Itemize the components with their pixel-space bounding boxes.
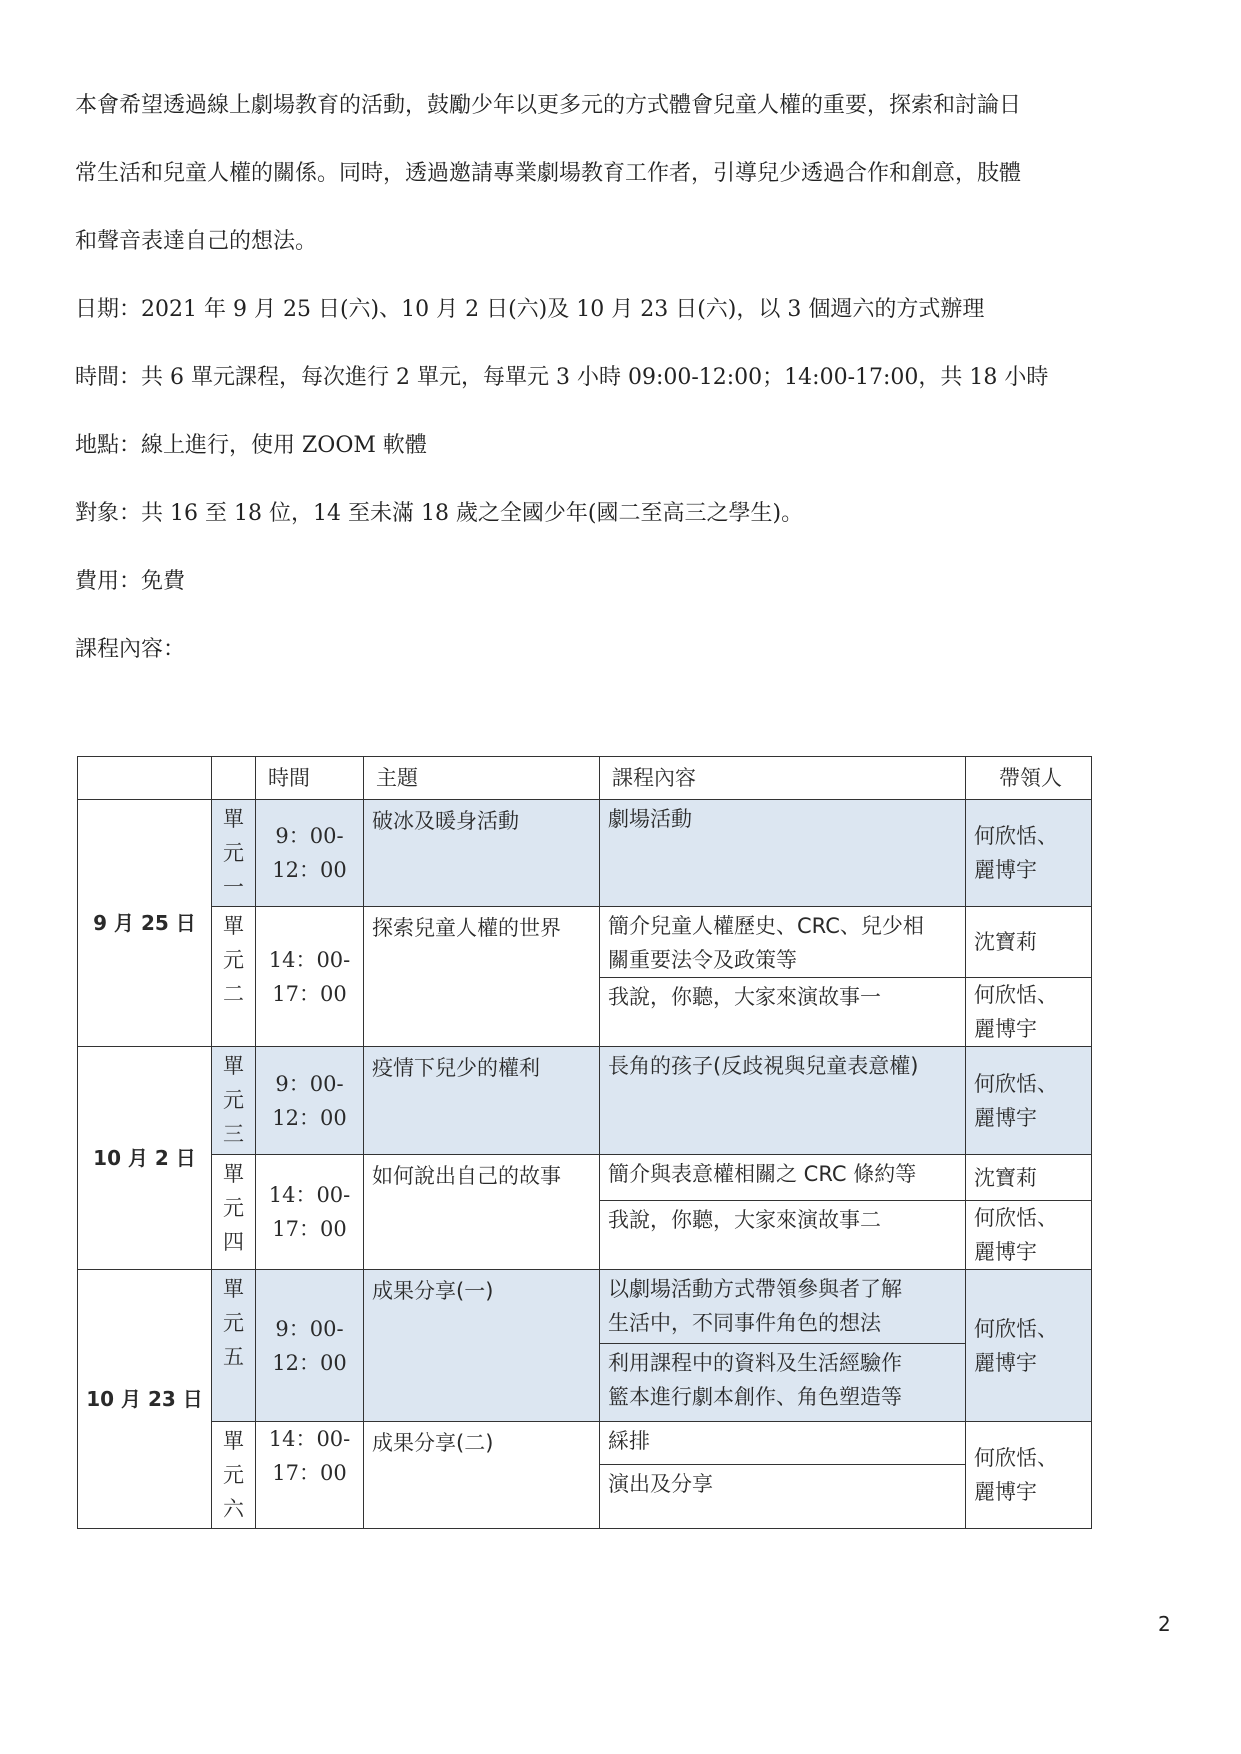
date-oct-2: 10 月 2 日 [78,1047,212,1270]
leader-unit-1 [966,800,1092,907]
content-unit-4b: 我說，你聽，大家來演故事二 [600,1201,966,1270]
time-start: 9：00- [275,1316,344,1341]
content-unit-5b [600,1344,966,1422]
content-line: 利用課程中的資料及生活經驗作 [608,1351,902,1375]
unit-char: 元 [223,1088,244,1112]
time-start: 14：00- [268,947,351,972]
topic-unit-4: 如何說出自己的故事 [364,1155,600,1270]
unit-char: 單 [223,1277,244,1301]
info-time: 時間：共 6 單元課程，每次進行 2 單元，每單元 3 小時 09:00-12:00；14:00-17:00，共 18 小時 [75,365,1049,390]
unit-char: 一 [223,875,244,899]
content-line: 以劇場活動方式帶領參與者了解 [608,1277,902,1301]
content-unit-6a: 綵排 [600,1422,966,1465]
unit-char: 四 [223,1230,244,1254]
leader-unit-2b [966,978,1092,1047]
content-unit-2b: 我說，你聽，大家來演故事一 [600,978,966,1047]
unit-6 [212,1422,256,1529]
time-start: 14：00- [268,1183,351,1207]
table-row [78,1270,1092,1344]
info-target: 對象：共 16 至 18 位，14 至未滿 18 歲之全國少年(國二至高三之學生)。 [75,501,804,526]
unit-char: 元 [223,1196,244,1220]
leader-line: 麗博宇 [974,1350,1037,1375]
header-topic: 主題 [364,757,600,800]
table-row [78,1047,1092,1155]
intro-line-1: 本會希望透過線上劇場教育的活動，鼓勵少年以更多元的方式體會兒童人權的重要，探索和討論日 [75,93,1022,118]
course-schedule-table [77,756,1092,1529]
content-unit-1: 劇場活動 [600,800,966,907]
unit-char: 單 [223,1054,244,1078]
content-unit-4a: 簡介與表意權相關之 CRC 條約等 [600,1155,966,1201]
content-unit-2a [600,907,966,978]
date-sep-25: 9 月 25 日 [78,800,212,1047]
time-start: 9：00- [275,824,344,848]
info-date: 日期：2021 年 9 月 25 日(六)、10 月 2 日(六)及 10 月 23 日(六)，以 3 個週六的方式辦理 [75,297,985,322]
leader-line: 麗博宇 [974,1480,1037,1504]
unit-char: 五 [223,1345,244,1369]
unit-char: 三 [223,1122,244,1146]
time-end: 12：00 [272,1105,347,1130]
leader-line: 麗博宇 [974,1017,1037,1041]
time-unit-4 [256,1155,364,1270]
content-unit-5a [600,1270,966,1344]
unit-5 [212,1270,256,1422]
table-header-row [78,757,1092,800]
intro-line-3: 和聲音表達自己的想法。 [75,229,318,254]
time-end: 17：00 [272,1461,347,1485]
unit-char: 元 [223,1311,244,1335]
leader-unit-3 [966,1047,1092,1155]
unit-char: 元 [223,1463,244,1487]
content-line: 生活中，不同事件角色的想法 [608,1311,881,1335]
content-line: 關重要法令及政策等 [608,948,797,972]
leader-line: 何欣恬、 [974,1316,1058,1341]
header-time: 時間 [256,757,364,800]
page-number: 2 [1158,1612,1171,1636]
unit-1 [212,800,256,907]
topic-unit-6: 成果分享(二) [364,1422,600,1529]
unit-char: 六 [223,1497,244,1521]
content-unit-6b: 演出及分享 [600,1465,966,1529]
time-end: 17：00 [272,1217,347,1241]
leader-unit-4a: 沈寶莉 [966,1155,1092,1201]
leader-line: 麗博宇 [974,858,1037,882]
leader-line: 何欣恬、 [974,1446,1058,1470]
unit-3 [212,1047,256,1155]
leader-unit-4b [966,1201,1092,1270]
table-row [78,907,1092,978]
info-place: 地點：線上進行，使用 ZOOM 軟體 [75,433,427,458]
time-end: 12：00 [272,858,347,882]
unit-char: 元 [223,948,244,972]
unit-char: 單 [223,914,244,938]
leader-unit-5 [966,1270,1092,1422]
leader-line: 何欣恬、 [974,1071,1058,1096]
header-leader: 帶領人 [966,757,1092,800]
time-unit-5 [256,1270,364,1422]
leader-unit-2a: 沈寶莉 [966,907,1092,978]
time-unit-3 [256,1047,364,1155]
unit-char: 二 [223,982,244,1006]
content-line: 簡介兒童人權歷史、CRC、兒少相 [608,914,924,938]
info-fee: 費用：免費 [75,569,186,594]
table-row [78,800,1092,907]
leader-unit-6 [966,1422,1092,1529]
unit-4 [212,1155,256,1270]
time-start: 9：00- [275,1071,344,1096]
intro-line-2: 常生活和兒童人權的關係。同時，透過邀請專業劇場教育工作者，引導兒少透過合作和創意，肢體 [75,161,1022,186]
time-unit-6 [256,1422,364,1529]
time-end: 12：00 [272,1350,347,1375]
date-oct-23: 10 月 23 日 [78,1270,212,1529]
topic-unit-5: 成果分享(一) [364,1270,600,1422]
table-row [78,1422,1092,1465]
header-content: 課程內容 [600,757,966,800]
content-line: 籃本進行劇本創作、角色塑造等 [608,1385,902,1409]
time-start: 14：00- [268,1427,351,1451]
header-unit-blank [212,757,256,800]
unit-char: 單 [223,1429,244,1453]
table-row [78,1155,1092,1201]
course-heading: 課程內容： [75,637,186,662]
leader-line: 何欣恬、 [974,983,1058,1007]
unit-char: 單 [223,807,244,831]
leader-line: 何欣恬、 [974,1206,1058,1230]
time-unit-1 [256,800,364,907]
unit-2 [212,907,256,1047]
topic-unit-1: 破冰及暖身活動 [364,800,600,907]
time-unit-2 [256,907,364,1047]
leader-line: 麗博宇 [974,1105,1037,1130]
header-date-blank [78,757,212,800]
content-unit-3: 長角的孩子(反歧視與兒童表意權) [600,1047,966,1155]
leader-line: 麗博宇 [974,1240,1037,1264]
topic-unit-2: 探索兒童人權的世界 [364,907,600,1047]
unit-char: 單 [223,1162,244,1186]
unit-char: 元 [223,841,244,865]
time-end: 17：00 [272,981,347,1006]
leader-line: 何欣恬、 [974,824,1058,848]
topic-unit-3: 疫情下兒少的權利 [364,1047,600,1155]
